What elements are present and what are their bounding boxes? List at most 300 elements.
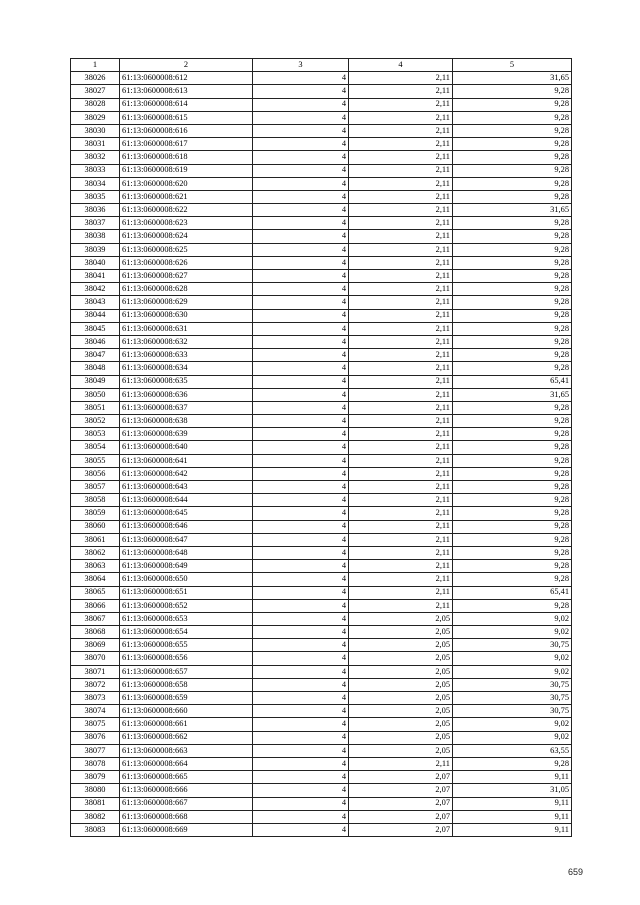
table-row — [71, 784, 572, 797]
table-row — [71, 335, 572, 348]
table-cell-col-4: 2,07 — [349, 810, 453, 823]
column-header-2: 2 — [120, 59, 253, 72]
table-cell-col-3: 4 — [253, 573, 349, 586]
table-cell-col-3: 4 — [253, 230, 349, 243]
table-cell-col-4: 2,11 — [349, 124, 453, 137]
table-cell-col-1: 38068 — [71, 626, 120, 639]
table-cell-col-4: 2,11 — [349, 415, 453, 428]
table-cell-col-3: 4 — [253, 520, 349, 533]
table-cell-col-3: 4 — [253, 731, 349, 744]
table-cell-col-4: 2,11 — [349, 599, 453, 612]
table-cell-col-1: 38039 — [71, 243, 120, 256]
table-row — [71, 494, 572, 507]
table-cell-col-1: 38062 — [71, 546, 120, 559]
table-cell-col-3: 4 — [253, 678, 349, 691]
table-cell-col-3: 4 — [253, 797, 349, 810]
column-header-4: 4 — [349, 59, 453, 72]
table-cell-col-2: 61:13:0600008:642 — [120, 467, 253, 480]
table-cell-col-2: 61:13:0600008:624 — [120, 230, 253, 243]
table-cell-col-2: 61:13:0600008:627 — [120, 270, 253, 283]
table-cell-col-2: 61:13:0600008:653 — [120, 612, 253, 625]
table-cell-col-3: 4 — [253, 204, 349, 217]
table-cell-col-4: 2,07 — [349, 797, 453, 810]
table-cell-col-4: 2,11 — [349, 375, 453, 388]
table-row — [71, 296, 572, 309]
table-cell-col-4: 2,11 — [349, 204, 453, 217]
table-cell-col-5: 31,05 — [453, 784, 572, 797]
table-cell-col-5: 31,65 — [453, 388, 572, 401]
table-cell-col-5: 9,28 — [453, 494, 572, 507]
table-cell-col-5: 9,02 — [453, 731, 572, 744]
table-cell-col-3: 4 — [253, 639, 349, 652]
table-cell-col-2: 61:13:0600008:638 — [120, 415, 253, 428]
table-cell-col-4: 2,05 — [349, 705, 453, 718]
table-cell-col-3: 4 — [253, 164, 349, 177]
table-cell-col-1: 38082 — [71, 810, 120, 823]
table-row — [71, 599, 572, 612]
table-row — [71, 652, 572, 665]
table-row — [71, 415, 572, 428]
table-cell-col-1: 38050 — [71, 388, 120, 401]
table-cell-col-1: 38041 — [71, 270, 120, 283]
table-cell-col-5: 9,28 — [453, 164, 572, 177]
table-row — [71, 705, 572, 718]
table-cell-col-4: 2,11 — [349, 573, 453, 586]
table-cell-col-1: 38053 — [71, 428, 120, 441]
table-cell-col-3: 4 — [253, 771, 349, 784]
column-header-1: 1 — [71, 59, 120, 72]
table-cell-col-3: 4 — [253, 546, 349, 559]
table-cell-col-2: 61:13:0600008:641 — [120, 454, 253, 467]
table-row — [71, 151, 572, 164]
table-cell-col-4: 2,11 — [349, 138, 453, 151]
table-header — [71, 59, 572, 72]
table-cell-col-3: 4 — [253, 428, 349, 441]
table-cell-col-1: 38032 — [71, 151, 120, 164]
table-cell-col-2: 61:13:0600008:621 — [120, 190, 253, 203]
table-cell-col-3: 4 — [253, 85, 349, 98]
table-cell-col-2: 61:13:0600008:629 — [120, 296, 253, 309]
table-cell-col-5: 9,28 — [453, 230, 572, 243]
table-cell-col-3: 4 — [253, 362, 349, 375]
table-cell-col-2: 61:13:0600008:665 — [120, 771, 253, 784]
table-cell-col-5: 30,75 — [453, 639, 572, 652]
table-row — [71, 309, 572, 322]
table-row — [71, 678, 572, 691]
table-cell-col-2: 61:13:0600008:637 — [120, 401, 253, 414]
table-cell-col-2: 61:13:0600008:663 — [120, 744, 253, 757]
table-cell-col-1: 38048 — [71, 362, 120, 375]
table-cell-col-3: 4 — [253, 243, 349, 256]
table-row — [71, 98, 572, 111]
table-cell-col-5: 9,28 — [453, 428, 572, 441]
table-row — [71, 771, 572, 784]
table-cell-col-4: 2,11 — [349, 217, 453, 230]
table-cell-col-3: 4 — [253, 296, 349, 309]
table-row — [71, 744, 572, 757]
table-cell-col-4: 2,11 — [349, 546, 453, 559]
table-cell-col-5: 9,28 — [453, 560, 572, 573]
table-cell-col-3: 4 — [253, 309, 349, 322]
table-cell-col-1: 38029 — [71, 111, 120, 124]
table-cell-col-3: 4 — [253, 217, 349, 230]
table-row — [71, 520, 572, 533]
table-cell-col-3: 4 — [253, 349, 349, 362]
table-cell-col-1: 38047 — [71, 349, 120, 362]
table-cell-col-1: 38035 — [71, 190, 120, 203]
table-cell-col-2: 61:13:0600008:661 — [120, 718, 253, 731]
table-cell-col-4: 2,11 — [349, 507, 453, 520]
table-row — [71, 560, 572, 573]
table-cell-col-2: 61:13:0600008:666 — [120, 784, 253, 797]
table-cell-col-5: 9,28 — [453, 599, 572, 612]
table-cell-col-3: 4 — [253, 692, 349, 705]
table-cell-col-2: 61:13:0600008:617 — [120, 138, 253, 151]
table-cell-col-4: 2,11 — [349, 111, 453, 124]
table-cell-col-3: 4 — [253, 481, 349, 494]
table-cell-col-2: 61:13:0600008:640 — [120, 441, 253, 454]
table-cell-col-5: 9,28 — [453, 507, 572, 520]
table-row — [71, 85, 572, 98]
column-header-3: 3 — [253, 59, 349, 72]
table-cell-col-2: 61:13:0600008:645 — [120, 507, 253, 520]
table-cell-col-4: 2,11 — [349, 441, 453, 454]
table-cell-col-4: 2,11 — [349, 560, 453, 573]
table-row — [71, 270, 572, 283]
table-cell-col-4: 2,11 — [349, 72, 453, 85]
table-cell-col-5: 9,28 — [453, 151, 572, 164]
table-cell-col-5: 9,28 — [453, 481, 572, 494]
table-cell-col-2: 61:13:0600008:669 — [120, 823, 253, 836]
table-cell-col-4: 2,11 — [349, 520, 453, 533]
table-cell-col-4: 2,11 — [349, 757, 453, 770]
table-cell-col-4: 2,11 — [349, 335, 453, 348]
table-cell-col-5: 9,28 — [453, 309, 572, 322]
table-cell-col-1: 38028 — [71, 98, 120, 111]
table-cell-col-2: 61:13:0600008:646 — [120, 520, 253, 533]
table-cell-col-5: 9,28 — [453, 454, 572, 467]
table-row — [71, 507, 572, 520]
table-cell-col-5: 31,65 — [453, 72, 572, 85]
table-row — [71, 349, 572, 362]
table-cell-col-1: 38040 — [71, 256, 120, 269]
table-row — [71, 111, 572, 124]
table-cell-col-2: 61:13:0600008:628 — [120, 283, 253, 296]
table-cell-col-4: 2,07 — [349, 771, 453, 784]
table-cell-col-3: 4 — [253, 283, 349, 296]
page-number: 659 — [567, 867, 583, 877]
data-table — [70, 58, 572, 837]
table-cell-col-1: 38081 — [71, 797, 120, 810]
table-cell-col-3: 4 — [253, 256, 349, 269]
table-cell-col-4: 2,11 — [349, 401, 453, 414]
table-cell-col-5: 9,28 — [453, 256, 572, 269]
table-cell-col-3: 4 — [253, 138, 349, 151]
table-cell-col-3: 4 — [253, 190, 349, 203]
table-cell-col-1: 38076 — [71, 731, 120, 744]
table-row — [71, 401, 572, 414]
table-cell-col-5: 9,28 — [453, 270, 572, 283]
table-row — [71, 322, 572, 335]
table-cell-col-1: 38030 — [71, 124, 120, 137]
table-row — [71, 481, 572, 494]
table-cell-col-5: 9,11 — [453, 771, 572, 784]
table-cell-col-3: 4 — [253, 494, 349, 507]
table-row — [71, 428, 572, 441]
table-cell-col-1: 38063 — [71, 560, 120, 573]
table-cell-col-4: 2,11 — [349, 362, 453, 375]
table-row — [71, 283, 572, 296]
table-cell-col-2: 61:13:0600008:639 — [120, 428, 253, 441]
table-cell-col-4: 2,11 — [349, 98, 453, 111]
table-cell-col-4: 2,11 — [349, 494, 453, 507]
table-cell-col-5: 31,65 — [453, 204, 572, 217]
table-cell-col-5: 9,28 — [453, 322, 572, 335]
table-cell-col-3: 4 — [253, 111, 349, 124]
table-row — [71, 546, 572, 559]
table-cell-col-5: 9,02 — [453, 718, 572, 731]
table-row — [71, 467, 572, 480]
table-cell-col-2: 61:13:0600008:626 — [120, 256, 253, 269]
table-row — [71, 190, 572, 203]
table-cell-col-1: 38065 — [71, 586, 120, 599]
table-cell-col-1: 38034 — [71, 177, 120, 190]
table-cell-col-2: 61:13:0600008:634 — [120, 362, 253, 375]
table-cell-col-4: 2,11 — [349, 164, 453, 177]
table-cell-col-4: 2,11 — [349, 454, 453, 467]
table-cell-col-3: 4 — [253, 507, 349, 520]
table-cell-col-5: 9,28 — [453, 98, 572, 111]
table-cell-col-2: 61:13:0600008:654 — [120, 626, 253, 639]
table-cell-col-1: 38027 — [71, 85, 120, 98]
table-cell-col-5: 9,28 — [453, 401, 572, 414]
table-cell-col-1: 38058 — [71, 494, 120, 507]
table-row — [71, 441, 572, 454]
table-cell-col-2: 61:13:0600008:622 — [120, 204, 253, 217]
table-cell-col-1: 38083 — [71, 823, 120, 836]
table-cell-col-2: 61:13:0600008:620 — [120, 177, 253, 190]
table-cell-col-1: 38075 — [71, 718, 120, 731]
table-cell-col-2: 61:13:0600008:633 — [120, 349, 253, 362]
table-row — [71, 230, 572, 243]
table-cell-col-1: 38073 — [71, 692, 120, 705]
table-cell-col-4: 2,11 — [349, 533, 453, 546]
table-cell-col-5: 9,28 — [453, 757, 572, 770]
table-cell-col-4: 2,05 — [349, 718, 453, 731]
table-cell-col-4: 2,05 — [349, 744, 453, 757]
table-row — [71, 810, 572, 823]
table-cell-col-1: 38046 — [71, 335, 120, 348]
table-cell-col-3: 4 — [253, 401, 349, 414]
table-cell-col-2: 61:13:0600008:659 — [120, 692, 253, 705]
table-cell-col-4: 2,05 — [349, 665, 453, 678]
table-cell-col-1: 38038 — [71, 230, 120, 243]
table-cell-col-3: 4 — [253, 72, 349, 85]
table-cell-col-2: 61:13:0600008:662 — [120, 731, 253, 744]
table-cell-col-5: 65,41 — [453, 375, 572, 388]
table-cell-col-5: 9,02 — [453, 652, 572, 665]
table-cell-col-5: 9,28 — [453, 533, 572, 546]
table-row — [71, 665, 572, 678]
table-cell-col-1: 38037 — [71, 217, 120, 230]
table-cell-col-4: 2,05 — [349, 731, 453, 744]
table-cell-col-5: 9,28 — [453, 243, 572, 256]
table-cell-col-2: 61:13:0600008:652 — [120, 599, 253, 612]
table-cell-col-5: 9,28 — [453, 349, 572, 362]
table-cell-col-4: 2,11 — [349, 283, 453, 296]
table-cell-col-2: 61:13:0600008:664 — [120, 757, 253, 770]
table-cell-col-1: 38064 — [71, 573, 120, 586]
table-row — [71, 164, 572, 177]
table-row — [71, 72, 572, 85]
table-cell-col-3: 4 — [253, 718, 349, 731]
table-cell-col-1: 38044 — [71, 309, 120, 322]
table-cell-col-2: 61:13:0600008:658 — [120, 678, 253, 691]
table-cell-col-3: 4 — [253, 665, 349, 678]
table-cell-col-1: 38052 — [71, 415, 120, 428]
table-row — [71, 731, 572, 744]
table-cell-col-5: 9,28 — [453, 138, 572, 151]
table-cell-col-5: 9,28 — [453, 467, 572, 480]
table-cell-col-4: 2,11 — [349, 388, 453, 401]
table-row — [71, 388, 572, 401]
table-cell-col-3: 4 — [253, 124, 349, 137]
table-cell-col-5: 9,28 — [453, 335, 572, 348]
table-cell-col-4: 2,05 — [349, 612, 453, 625]
table-cell-col-5: 9,28 — [453, 520, 572, 533]
table-row — [71, 757, 572, 770]
table-cell-col-3: 4 — [253, 612, 349, 625]
table-cell-col-2: 61:13:0600008:643 — [120, 481, 253, 494]
table-cell-col-1: 38077 — [71, 744, 120, 757]
table-cell-col-5: 9,02 — [453, 612, 572, 625]
table-cell-col-3: 4 — [253, 177, 349, 190]
table-cell-col-5: 30,75 — [453, 678, 572, 691]
table-cell-col-5: 9,28 — [453, 441, 572, 454]
table-row — [71, 204, 572, 217]
table-cell-col-3: 4 — [253, 586, 349, 599]
table-row — [71, 823, 572, 836]
table-cell-col-5: 9,28 — [453, 283, 572, 296]
table-cell-col-4: 2,11 — [349, 85, 453, 98]
table-cell-col-1: 38074 — [71, 705, 120, 718]
table-cell-col-2: 61:13:0600008:667 — [120, 797, 253, 810]
table-cell-col-1: 38071 — [71, 665, 120, 678]
table-cell-col-3: 4 — [253, 151, 349, 164]
table-row — [71, 243, 572, 256]
table-cell-col-5: 63,55 — [453, 744, 572, 757]
table-cell-col-5: 9,28 — [453, 573, 572, 586]
table-cell-col-3: 4 — [253, 560, 349, 573]
table-cell-col-2: 61:13:0600008:657 — [120, 665, 253, 678]
table-cell-col-1: 38043 — [71, 296, 120, 309]
table-cell-col-4: 2,11 — [349, 270, 453, 283]
table-cell-col-3: 4 — [253, 335, 349, 348]
table-cell-col-1: 38059 — [71, 507, 120, 520]
table-cell-col-4: 2,11 — [349, 481, 453, 494]
table-cell-col-3: 4 — [253, 270, 349, 283]
table-cell-col-5: 9,28 — [453, 85, 572, 98]
table-row — [71, 573, 572, 586]
table-cell-col-3: 4 — [253, 441, 349, 454]
table-row — [71, 797, 572, 810]
table-cell-col-4: 2,11 — [349, 428, 453, 441]
table-cell-col-4: 2,11 — [349, 230, 453, 243]
table-cell-col-1: 38069 — [71, 639, 120, 652]
table-cell-col-1: 38067 — [71, 612, 120, 625]
table-cell-col-1: 38080 — [71, 784, 120, 797]
table-cell-col-5: 9,28 — [453, 296, 572, 309]
table-cell-col-3: 4 — [253, 705, 349, 718]
table-cell-col-1: 38054 — [71, 441, 120, 454]
table-cell-col-1: 38060 — [71, 520, 120, 533]
table-cell-col-1: 38049 — [71, 375, 120, 388]
table-row — [71, 256, 572, 269]
table-cell-col-4: 2,05 — [349, 652, 453, 665]
table-cell-col-4: 2,05 — [349, 626, 453, 639]
table-cell-col-5: 9,11 — [453, 823, 572, 836]
table-cell-col-4: 2,11 — [349, 151, 453, 164]
table-cell-col-3: 4 — [253, 744, 349, 757]
table-cell-col-2: 61:13:0600008:631 — [120, 322, 253, 335]
table-row — [71, 362, 572, 375]
table-cell-col-1: 38070 — [71, 652, 120, 665]
table-cell-col-2: 61:13:0600008:636 — [120, 388, 253, 401]
table-cell-col-4: 2,11 — [349, 296, 453, 309]
table-cell-col-2: 61:13:0600008:650 — [120, 573, 253, 586]
table-cell-col-4: 2,07 — [349, 784, 453, 797]
table-cell-col-2: 61:13:0600008:630 — [120, 309, 253, 322]
table-cell-col-5: 9,28 — [453, 111, 572, 124]
table-cell-col-3: 4 — [253, 415, 349, 428]
table-cell-col-5: 9,02 — [453, 665, 572, 678]
table-cell-col-3: 4 — [253, 533, 349, 546]
table-cell-col-4: 2,07 — [349, 823, 453, 836]
table-cell-col-3: 4 — [253, 98, 349, 111]
table-cell-col-5: 9,11 — [453, 797, 572, 810]
table-row — [71, 217, 572, 230]
table-cell-col-1: 38061 — [71, 533, 120, 546]
table-cell-col-2: 61:13:0600008:649 — [120, 560, 253, 573]
table-cell-col-3: 4 — [253, 375, 349, 388]
table-cell-col-2: 61:13:0600008:644 — [120, 494, 253, 507]
table-cell-col-5: 9,28 — [453, 190, 572, 203]
table-cell-col-5: 9,28 — [453, 124, 572, 137]
table-row — [71, 533, 572, 546]
table-row — [71, 718, 572, 731]
table-cell-col-2: 61:13:0600008:618 — [120, 151, 253, 164]
table-cell-col-1: 38033 — [71, 164, 120, 177]
table-cell-col-4: 2,05 — [349, 678, 453, 691]
table-cell-col-1: 38045 — [71, 322, 120, 335]
table-cell-col-3: 4 — [253, 388, 349, 401]
table-cell-col-5: 9,11 — [453, 810, 572, 823]
table-cell-col-4: 2,11 — [349, 190, 453, 203]
table-cell-col-2: 61:13:0600008:668 — [120, 810, 253, 823]
table-row — [71, 639, 572, 652]
table-cell-col-2: 61:13:0600008:656 — [120, 652, 253, 665]
table-cell-col-1: 38031 — [71, 138, 120, 151]
table-cell-col-1: 38026 — [71, 72, 120, 85]
table-cell-col-1: 38072 — [71, 678, 120, 691]
table-cell-col-2: 61:13:0600008:632 — [120, 335, 253, 348]
table-cell-col-1: 38055 — [71, 454, 120, 467]
table-cell-col-1: 38056 — [71, 467, 120, 480]
header-row — [71, 59, 572, 72]
table-cell-col-2: 61:13:0600008:660 — [120, 705, 253, 718]
table-cell-col-2: 61:13:0600008:623 — [120, 217, 253, 230]
table-cell-col-4: 2,11 — [349, 586, 453, 599]
